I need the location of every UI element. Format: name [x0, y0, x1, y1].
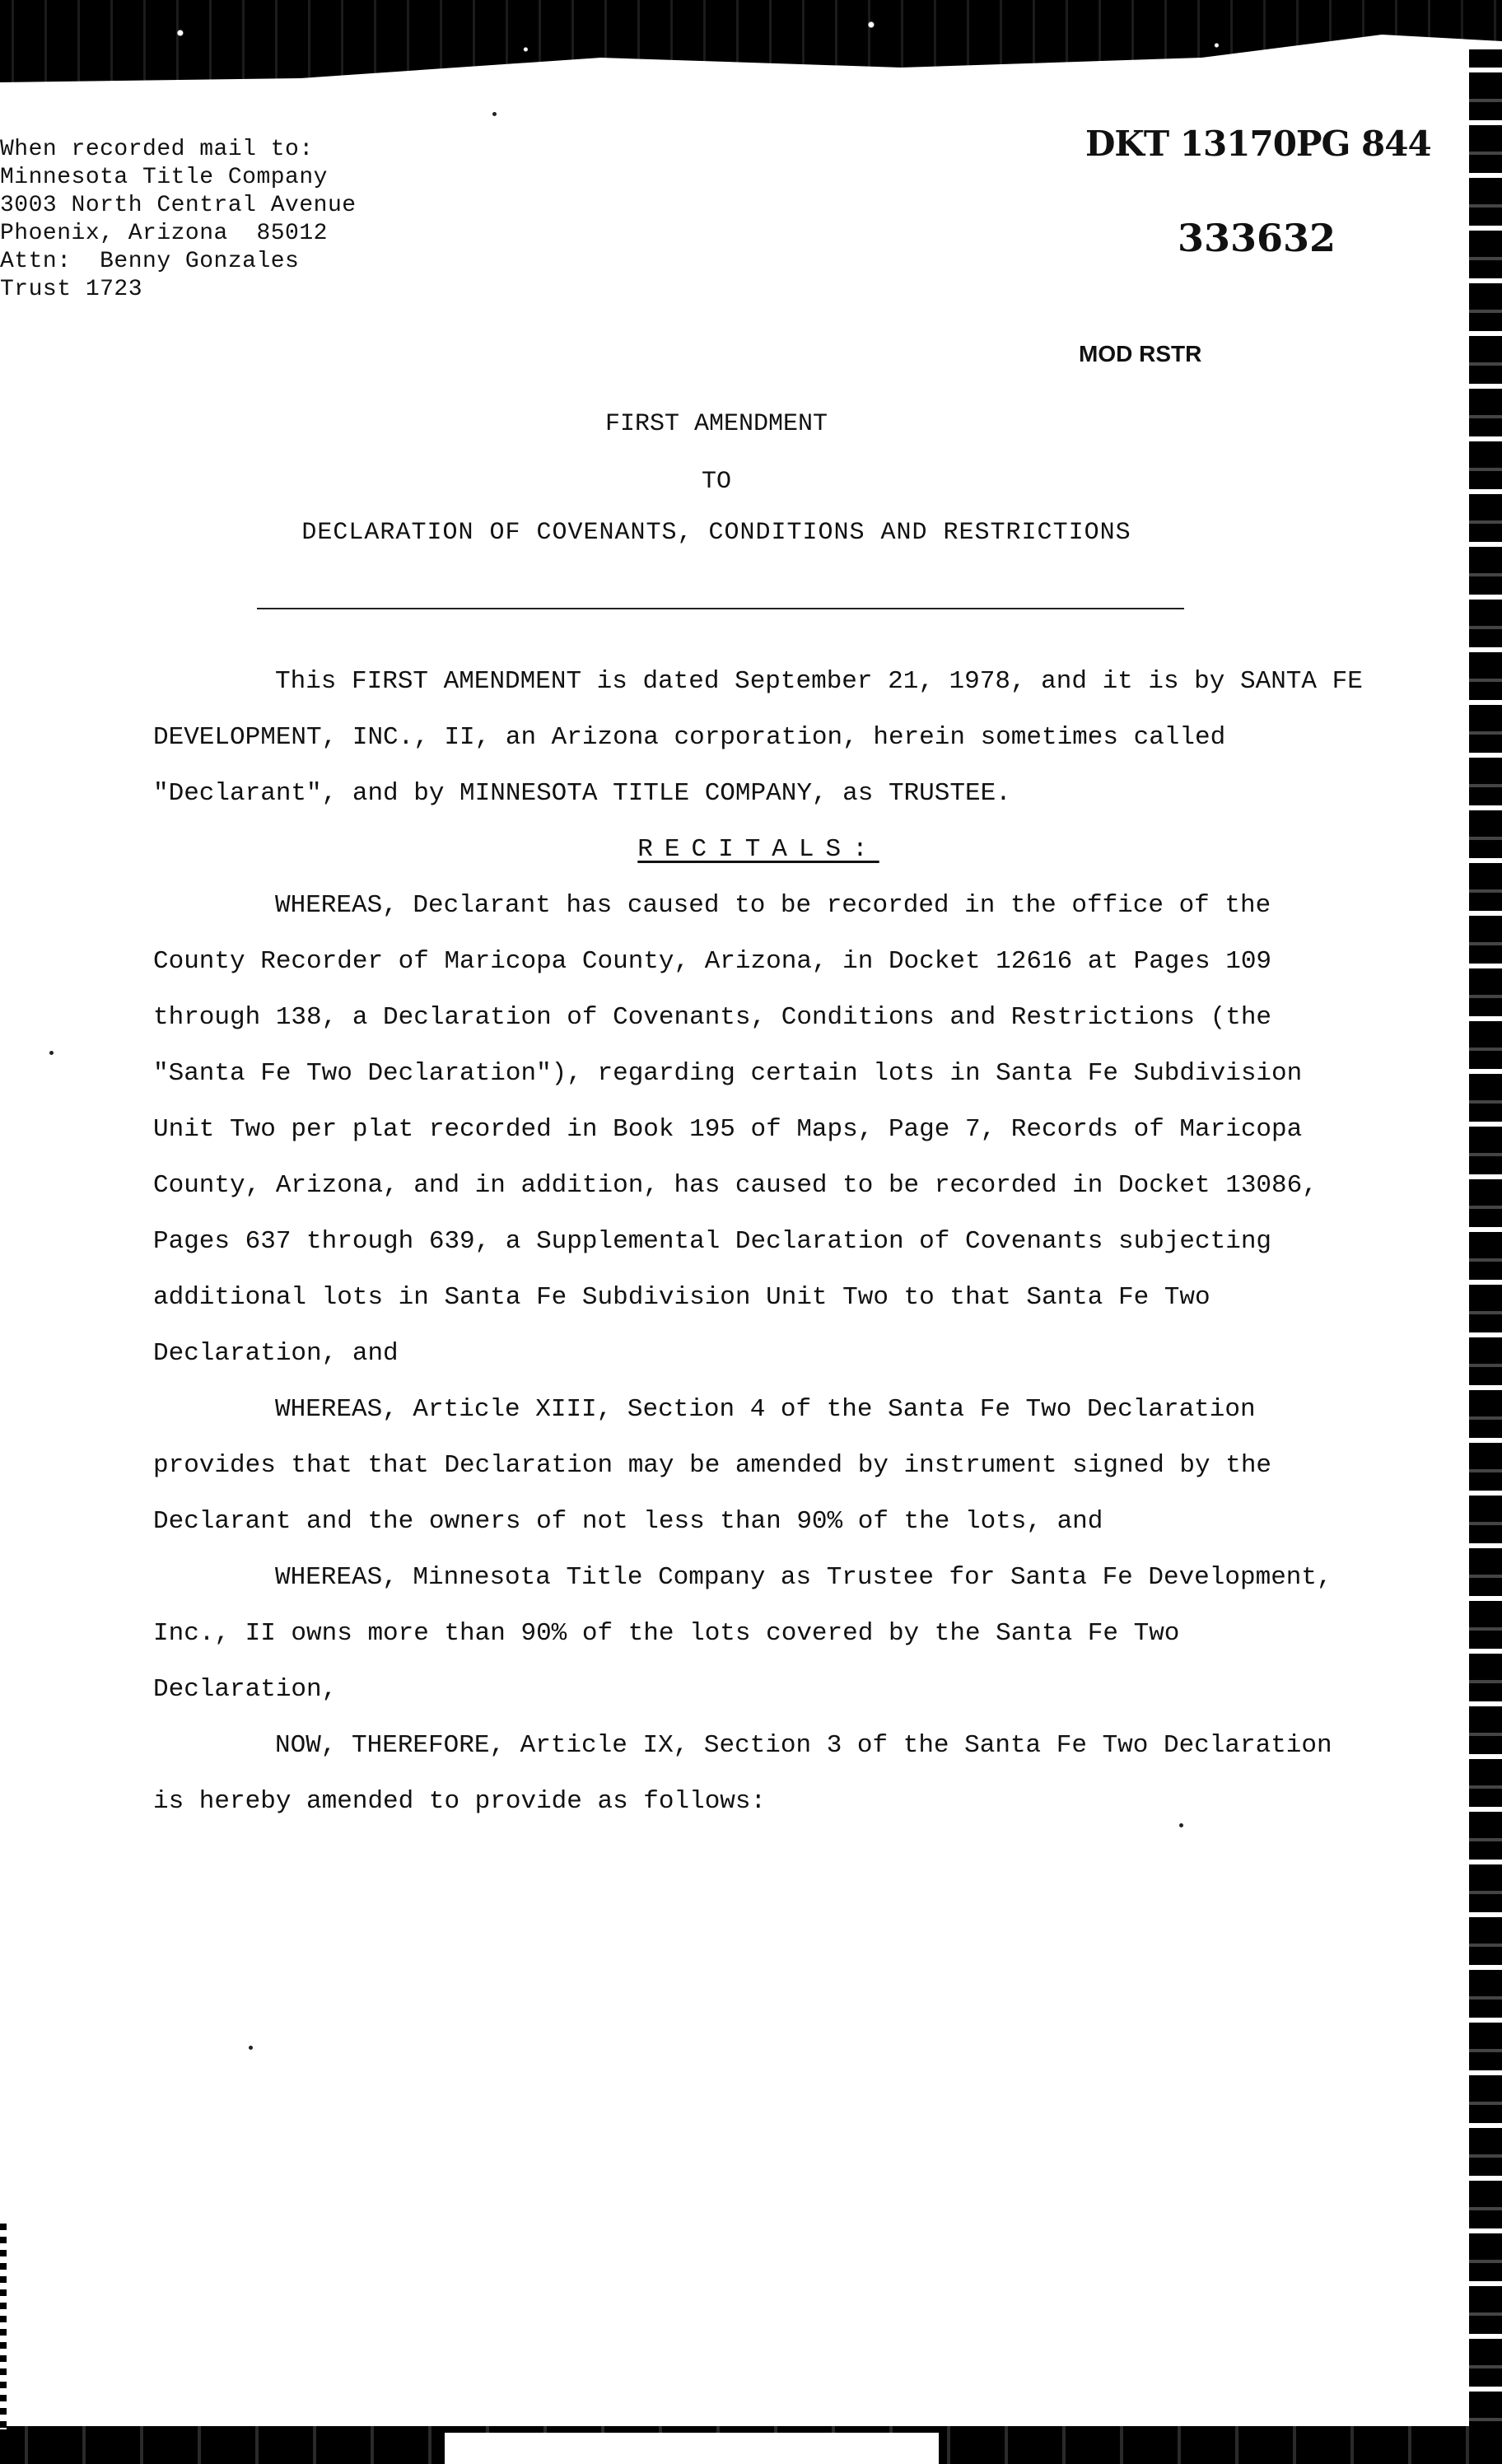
mailing-line: Minnesota Title Company: [0, 165, 328, 190]
recitals-heading: RECITALS:: [637, 835, 879, 864]
mod-rstr-stamp: MOD RSTR: [1079, 341, 1202, 366]
document-title: FIRST AMENDMENT: [604, 410, 828, 438]
scan-speck: [49, 1051, 54, 1055]
title-rule: [257, 608, 1184, 609]
intro-paragraph: This FIRST AMENDMENT is dated September 21, 1978, and it is by SANTA FE DEVELOPMENT, INC., II, an Arizona corporation, herein sometimes called "Declarant", and by MINNESOTA TITLE COMPANY, as TRUSTEE.: [153, 667, 1363, 808]
docket-page-stamp: DKT 13170PG 844: [1085, 124, 1431, 164]
scan-border-left: [0, 2224, 7, 2429]
scan-border-bottom: [0, 2426, 1502, 2464]
now-therefore-paragraph: NOW, THEREFORE, Article IX, Section 3 of the Santa Fe Two Declaration is hereby amended to provide as follows:: [153, 1731, 1332, 1816]
recording-number: 333632: [1178, 216, 1336, 260]
whereas-paragraph-3: WHEREAS, Minnesota Title Company as Trustee for Santa Fe Development, Inc., II owns more than 90% of the lots covered by the Santa Fe Two Declaration,: [153, 1563, 1332, 1704]
document-subtitle: DECLARATION OF COVENANTS, CONDITIONS AND RESTRICTIONS: [301, 519, 1131, 547]
mailing-line: Trust 1723: [0, 277, 143, 302]
title-connector: TO: [701, 468, 731, 496]
mailing-line: When recorded mail to:: [0, 137, 314, 162]
document-body: [153, 654, 1364, 1830]
scan-speck: [249, 2046, 253, 2050]
scan-border-gap: [445, 2433, 939, 2464]
whereas-paragraph-1: WHEREAS, Declarant has caused to be recorded in the office of the County Recorder of Maricopa County, Arizona, in Docket 12616 at Pages 109 through 138, a Declaration of Covenants, Conditions and Restrictions (the "Santa Fe Two Declaration"), regarding certain lots in Santa Fe Subdivision Unit Two per plat recorded in Book 195 of Maps, Page 7, Records of Maricopa County, Arizona, and in addition, has caused to be recorded in Docket 13086, Pages 637 through 639, a Supplemental Declaration of Covenants subjecting additional lots in Santa Fe Subdivision Unit Two to that Santa Fe Two Declaration, and: [153, 891, 1318, 1368]
mailing-line: 3003 North Central Avenue: [0, 193, 357, 218]
scan-speck: [1179, 1823, 1183, 1827]
scan-border-right: [1469, 49, 1502, 2464]
scan-speck: [492, 112, 497, 116]
mailing-line: Phoenix, Arizona 85012: [0, 221, 328, 246]
whereas-paragraph-2: WHEREAS, Article XIII, Section 4 of the Santa Fe Two Declaration provides that that Declaration may be amended by instrument signed by the Declarant and the owners of not less than 90% of the lots, and: [153, 1395, 1272, 1536]
mailing-line: Attn: Benny Gonzales: [0, 249, 300, 274]
mailing-address: [0, 136, 357, 304]
scan-border-top: [0, 0, 1502, 82]
